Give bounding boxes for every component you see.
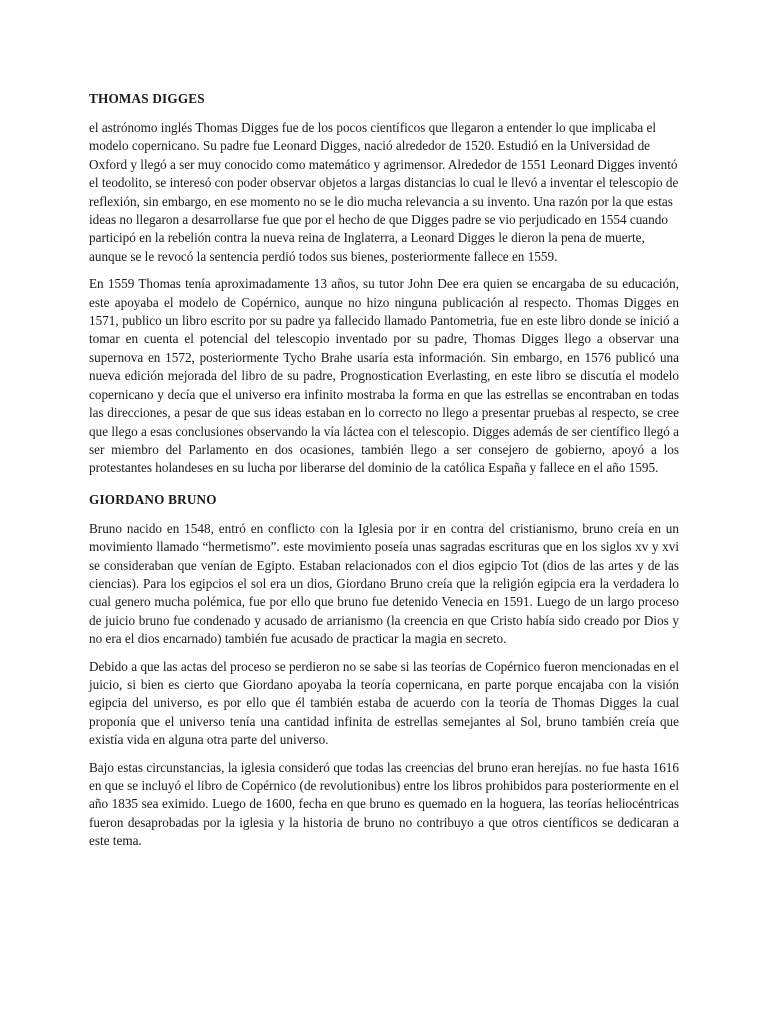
section-heading-thomas-digges: THOMAS DIGGES — [89, 91, 205, 106]
paragraph: Debido a que las actas del proceso se perdieron no se sabe si las teorías de Copérnico fueron mencionadas en el juicio, si bien es cierto que Giordano apoyaba la teoría copernicana, en parte porque encajaba con la visión egipcia del universo, es por ello que él también estaba de acuerdo con la teoría de Thomas Digges la cual proponía que el universo tenía una cantidad infinita de estrellas semejantes al Sol, bruno también creía que existía vida en alguna otra parte del universo. — [89, 658, 679, 748]
section-heading-giordano-bruno: GIORDANO BRUNO — [89, 491, 217, 507]
paragraph: el astrónomo inglés Thomas Digges fue de los pocos científicos que llegaron a entender lo que implicaba el modelo copernicano. Su padre fue Leonard Digges, nació alrededor de 1520. Estudió en la Universidad de Oxford y llegó a ser muy conocido como matemático y agrimensor. Alrededor de 1551 Leonard Digges inventó el teodolito, se interesó con poder observar objetos a largas distancias lo cual le llevó a inventar el telescopio de reflexión, sin embargo, en ese momento no se le dio mucha relevancia a su invento. Una razón por la que estas ideas no llegaron a desarrollarse fue que por el hecho de que Digges padre se vio perjudicado en 1554 cuando participó en la rebelión contra la nueva reina de Inglaterra, a Leonard Digges le dieron la pena de muerte, aunque se le revocó la sentencia perdió todos sus bienes, posteriormente fallece en 1559. — [89, 120, 679, 264]
paragraph: Bruno nacido en 1548, entró en conflicto con la Iglesia por ir en contra del cristianismo, bruno creía en un movimiento llamado “hermetismo”. este movimiento poseía unas sagradas escrituras que en los siglos xv y xvi se consideraban que venían de Egipto. Estaban relacionados con el dios egipcio Tot (dios de las artes y de las ciencias). Para los egipcios el sol era un dios, Giordano Bruno creía que la religión egipcia era la verdadera lo cual genero mucha polémica, fue por ello que bruno fue detenido Venecia en 1591. Luego de un largo proceso de juicio bruno fue condenado y acusado de arrianismo (la creencia en que Cristo había sido creado por Dios y no era el dios encarnado) también fue acusado de practicar la magia en secreto. — [89, 520, 679, 647]
paragraph: Bajo estas circunstancias, la iglesia consideró que todas las creencias del bruno eran herejías. no fue hasta 1616 en que se incluyó el libro de Copérnico (de revolutionibus) entre los libros prohibidos para posteriormente en el año 1835 sea eximido. Luego de 1600, fecha en que bruno es quemado en la hoguera, las teorías heliocéntricas fueron desaprobadas por la iglesia y la historia de bruno no contribuyo a que otros científicos se dedicaran a este tema. — [89, 759, 679, 849]
paragraph: En 1559 Thomas tenía aproximadamente 13 años, su tutor John Dee era quien se encargaba de su educación, este apoyaba el modelo de Copérnico, aunque no hizo ninguna publicación al respecto. Thomas Digges en 1571, publico un libro escrito por su padre ya fallecido llamado Pantometria, fue en este libro donde se inició a tomar en cuenta el potencial del telescopio inventado por su padre, Thomas Digges llego a observar una supernova en 1572, posteriormente Tycho Brahe usaría esta información. Sin embargo, en 1576 publicó una nueva edición mejorada del libro de su padre, Prognostication Everlasting, en este libro se discutía el modelo copernicano y decía que el universo era infinito mostraba la forma en que las estrellas se encontraban en todas las direcciones, a pesar de que sus ideas estaban en lo correcto no llego a presentar pruebas al respecto, se cree que llego a esas conclusiones observando la vía láctea con el telescopio. Digges además de ser científico llegó a ser miembro del Parlamento en dos ocasiones, también llego a ser consejero de gobierno, apoyó a los protestantes holandeses en su lucha por liberarse del dominio de la católica España y fallece en el año 1595. — [89, 276, 679, 476]
document-page — [89, 90, 679, 860]
